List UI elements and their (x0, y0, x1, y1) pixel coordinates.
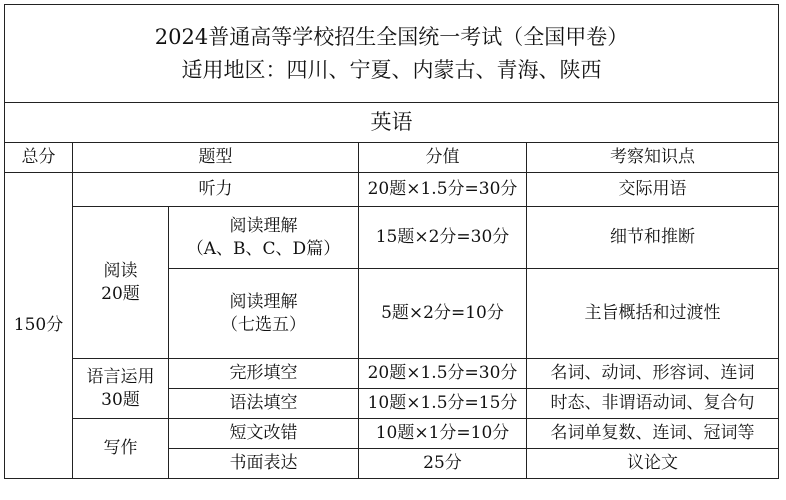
reading-abcd-knowledge: 细节和推断 (527, 207, 779, 269)
listening-score: 20题×1.5分=30分 (359, 173, 527, 207)
column-header-score: 分值 (359, 143, 527, 173)
title-row (5, 5, 779, 103)
subject-name: 英语 (5, 103, 779, 143)
reading-group-label: 阅读 (103, 260, 138, 281)
reading-abcd-type-line2: （A、B、C、D篇） (186, 238, 341, 259)
table-row-reading-abcd (5, 207, 779, 269)
listening-knowledge: 交际用语 (527, 173, 779, 207)
grammar-knowledge: 时态、非谓语动词、复合句 (527, 389, 779, 419)
applicable-regions: 适用地区：四川、宁夏、内蒙古、青海、陕西 (181, 57, 602, 82)
reading-group-cell (73, 207, 169, 359)
reading-seven-type-line1: 阅读理解 (229, 291, 298, 312)
column-header-type: 题型 (73, 143, 359, 173)
exam-title: 2024普通高等学校招生全国统一考试（全国甲卷） (154, 24, 629, 49)
essay-score: 25分 (359, 449, 527, 479)
essay-knowledge: 议论文 (527, 449, 779, 479)
language-group-cell (73, 359, 169, 419)
reading-seven-score: 5题×2分=10分 (359, 269, 527, 359)
exam-info-sheet (4, 4, 779, 479)
reading-seven-knowledge: 主旨概括和过渡性 (527, 269, 779, 359)
language-group-count: 30题 (101, 389, 140, 410)
title-block (5, 5, 779, 103)
reading-seven-type-line2: （七选五） (221, 314, 306, 335)
correction-type: 短文改错 (169, 419, 359, 449)
grammar-type: 语法填空 (169, 389, 359, 419)
reading-group-count: 20题 (101, 283, 140, 304)
column-header-row (5, 143, 779, 173)
essay-type: 书面表达 (169, 449, 359, 479)
column-header-total: 总分 (5, 143, 73, 173)
correction-knowledge: 名词单复数、连词、冠词等 (527, 419, 779, 449)
cloze-score: 20题×1.5分=30分 (359, 359, 527, 389)
table-row-correction (5, 419, 779, 449)
exam-structure-table (4, 4, 779, 479)
writing-group-cell: 写作 (73, 419, 169, 479)
cloze-knowledge: 名词、动词、形容词、连词 (527, 359, 779, 389)
reading-abcd-score: 15题×2分=30分 (359, 207, 527, 269)
reading-abcd-type-line1: 阅读理解 (229, 215, 298, 236)
grammar-score: 10题×1.5分=15分 (359, 389, 527, 419)
table-row-listening (5, 173, 779, 207)
subject-row (5, 103, 779, 143)
correction-score: 10题×1分=10分 (359, 419, 527, 449)
listening-type: 听力 (73, 173, 359, 207)
cloze-type: 完形填空 (169, 359, 359, 389)
reading-abcd-type (169, 207, 359, 269)
reading-seven-type (169, 269, 359, 359)
column-header-knowledge: 考察知识点 (527, 143, 779, 173)
table-row-cloze (5, 359, 779, 389)
total-score-cell: 150分 (5, 173, 73, 479)
language-group-label: 语言运用 (86, 366, 155, 387)
